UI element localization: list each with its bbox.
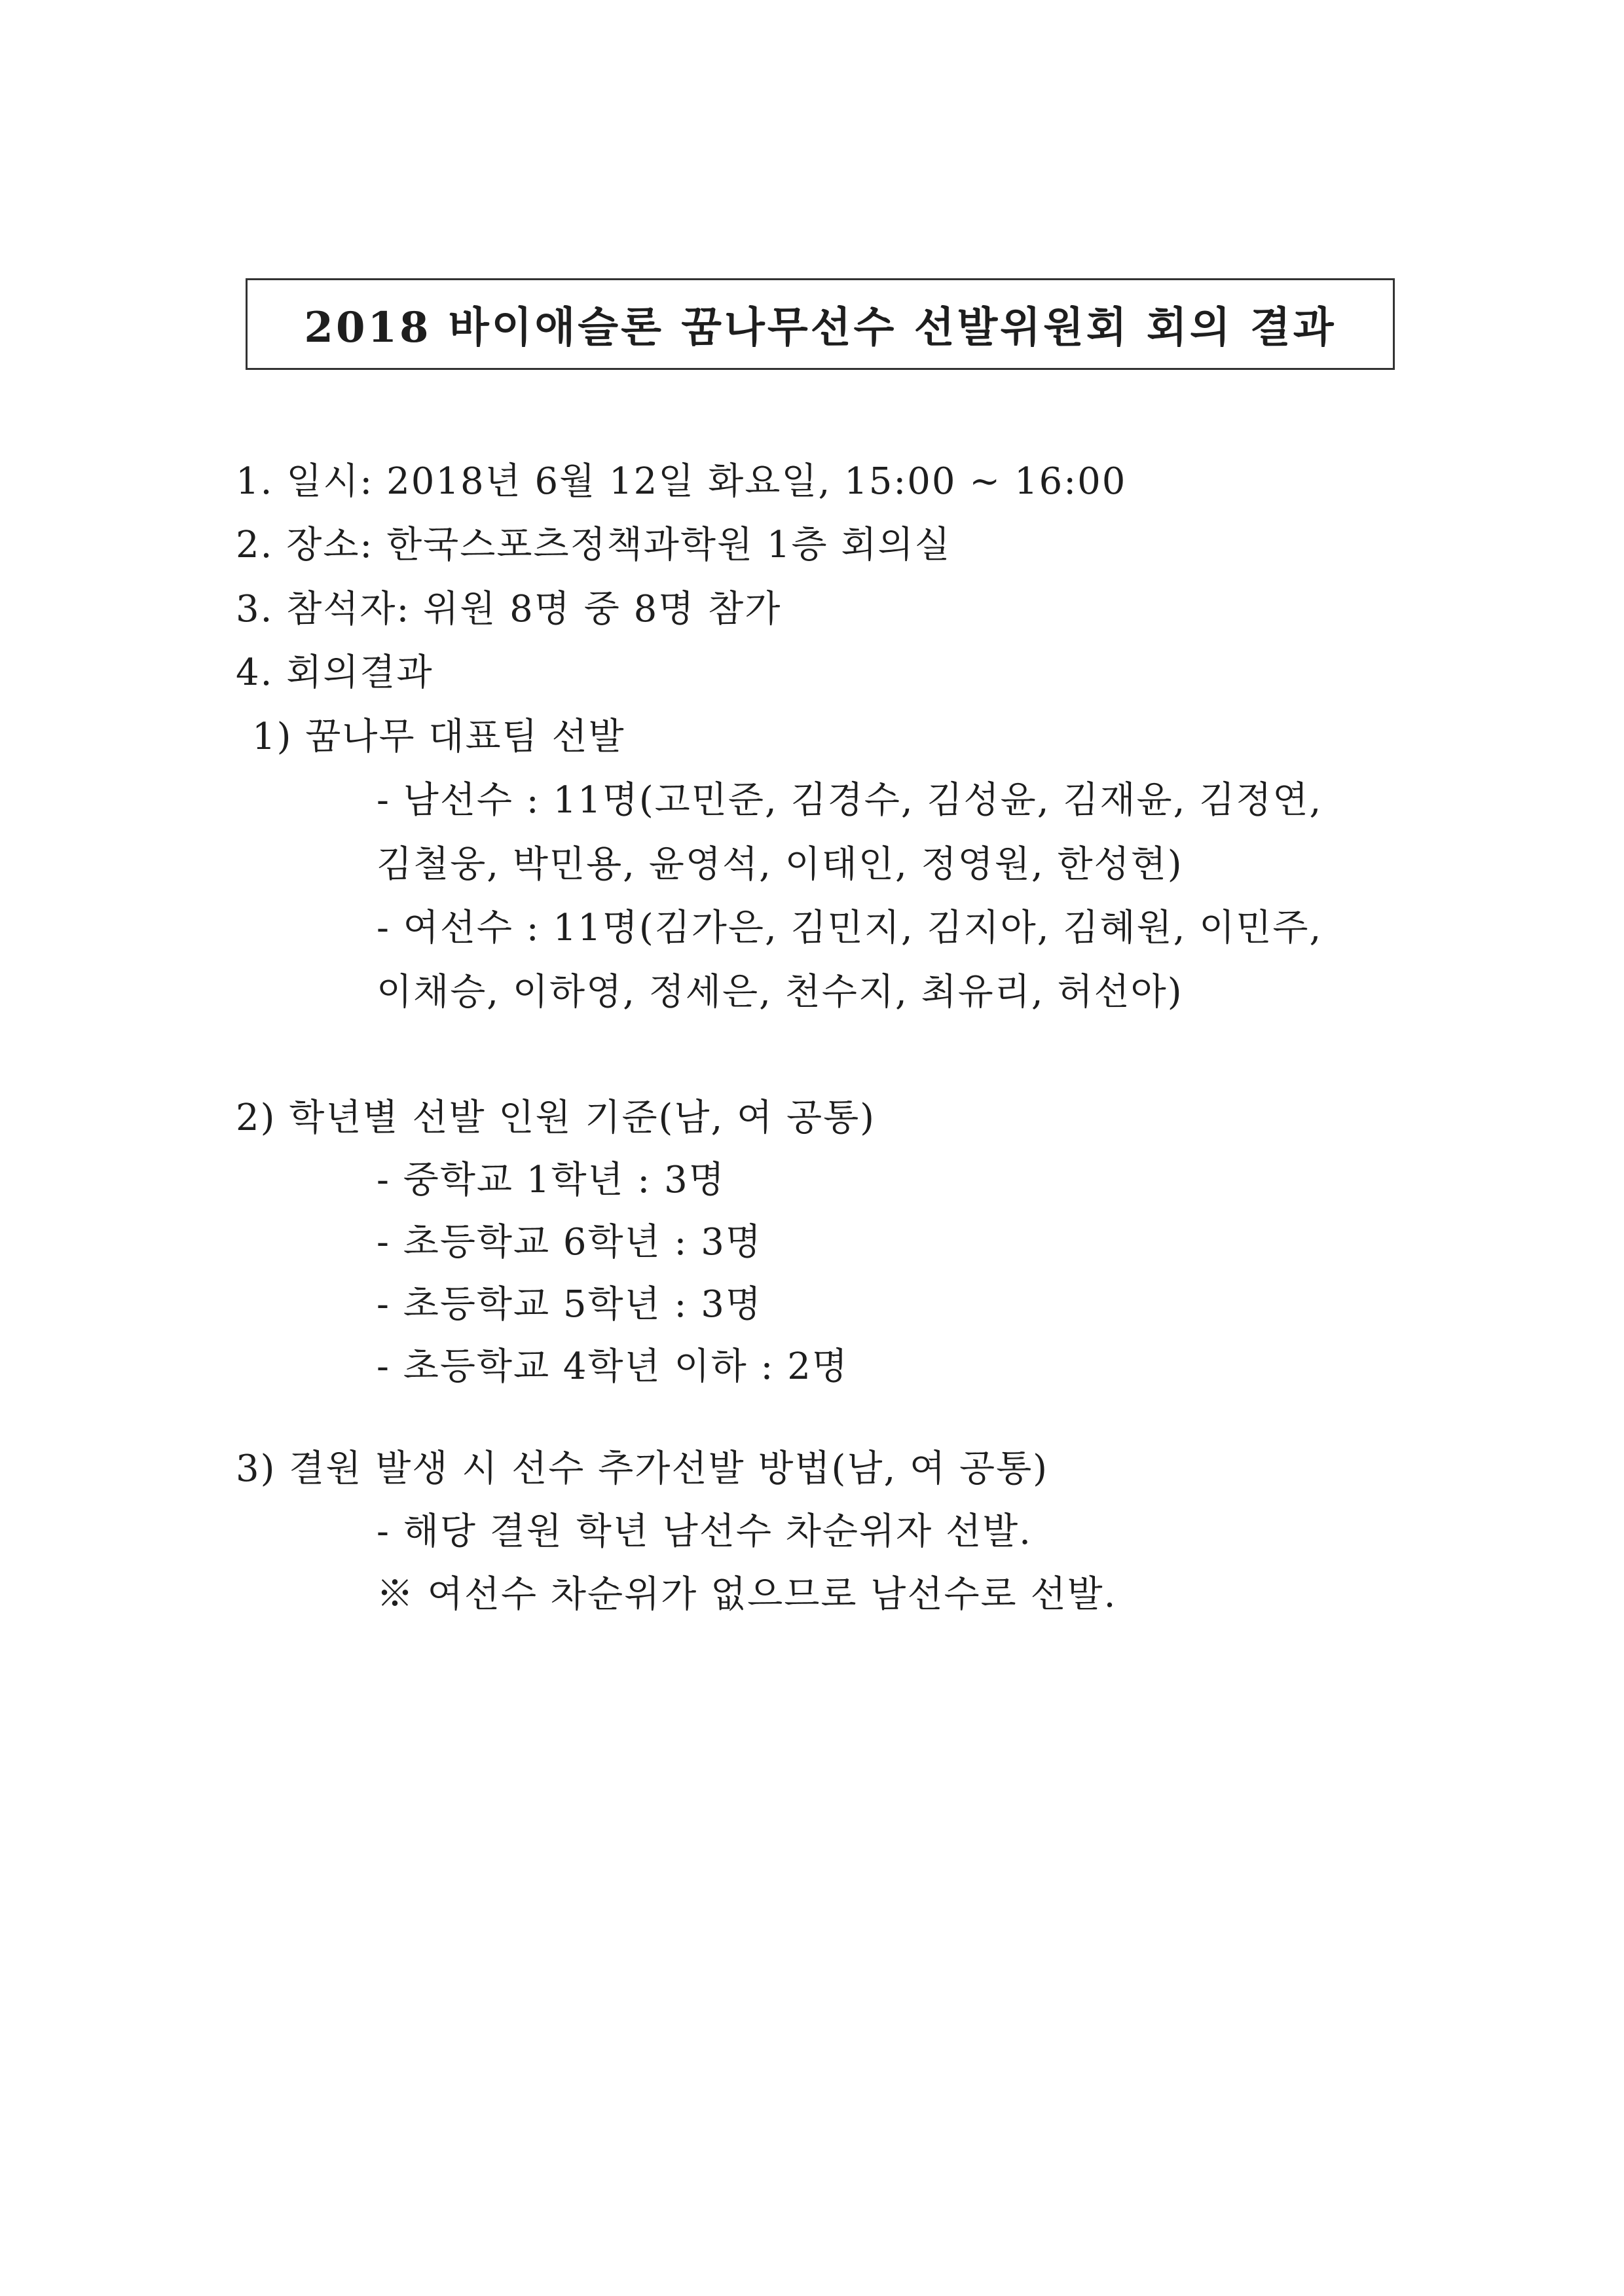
- item-place: 2. 장소: 한국스포츠정책과학원 1층 회의실: [236, 524, 951, 566]
- item-attendees: 3. 참석자: 위원 8명 중 8명 참가: [236, 588, 782, 630]
- section3-heading: 3) 결원 발생 시 선수 추가선발 방법(남, 여 공통): [236, 1448, 1049, 1490]
- section1-heading: 1) 꿈나무 대표팀 선발: [252, 716, 625, 758]
- section3-note: ※ 여선수 차순위가 없으므로 남선수로 선발.: [377, 1573, 1117, 1616]
- item-results-heading: 4. 회의결과: [236, 651, 434, 694]
- quota-row: - 중학교 1학년 : 3명: [377, 1159, 726, 1201]
- section2-heading: 2) 학년별 선발 인원 기준(남, 여 공통): [236, 1097, 876, 1139]
- male-players-line1: - 남선수 : 11명(고민준, 김경수, 김성윤, 김재윤, 김정연,: [377, 779, 1323, 822]
- section3-rule: - 해당 결원 학년 남선수 차순위자 선발.: [377, 1510, 1032, 1553]
- document-title: 2018 바이애슬론 꿈나무선수 선발위원회 회의 결과: [304, 303, 1337, 352]
- female-players-line2: 이채승, 이하영, 정세은, 천수지, 최유리, 허선아): [377, 971, 1183, 1013]
- quota-row: - 초등학교 4학년 이하 : 2명: [377, 1345, 849, 1388]
- quota-row: - 초등학교 5학년 : 3명: [377, 1283, 762, 1326]
- female-players-line1: - 여선수 : 11명(김가은, 김민지, 김지아, 김혜원, 이민주,: [377, 907, 1323, 949]
- item-date: 1. 일시: 2018년 6월 12일 화요일, 15:00 ~ 16:00: [236, 460, 1127, 503]
- male-players-line2: 김철웅, 박민용, 윤영석, 이태인, 정영원, 한성현): [377, 843, 1183, 886]
- title-box: [246, 278, 1395, 370]
- quota-row: - 초등학교 6학년 : 3명: [377, 1221, 762, 1264]
